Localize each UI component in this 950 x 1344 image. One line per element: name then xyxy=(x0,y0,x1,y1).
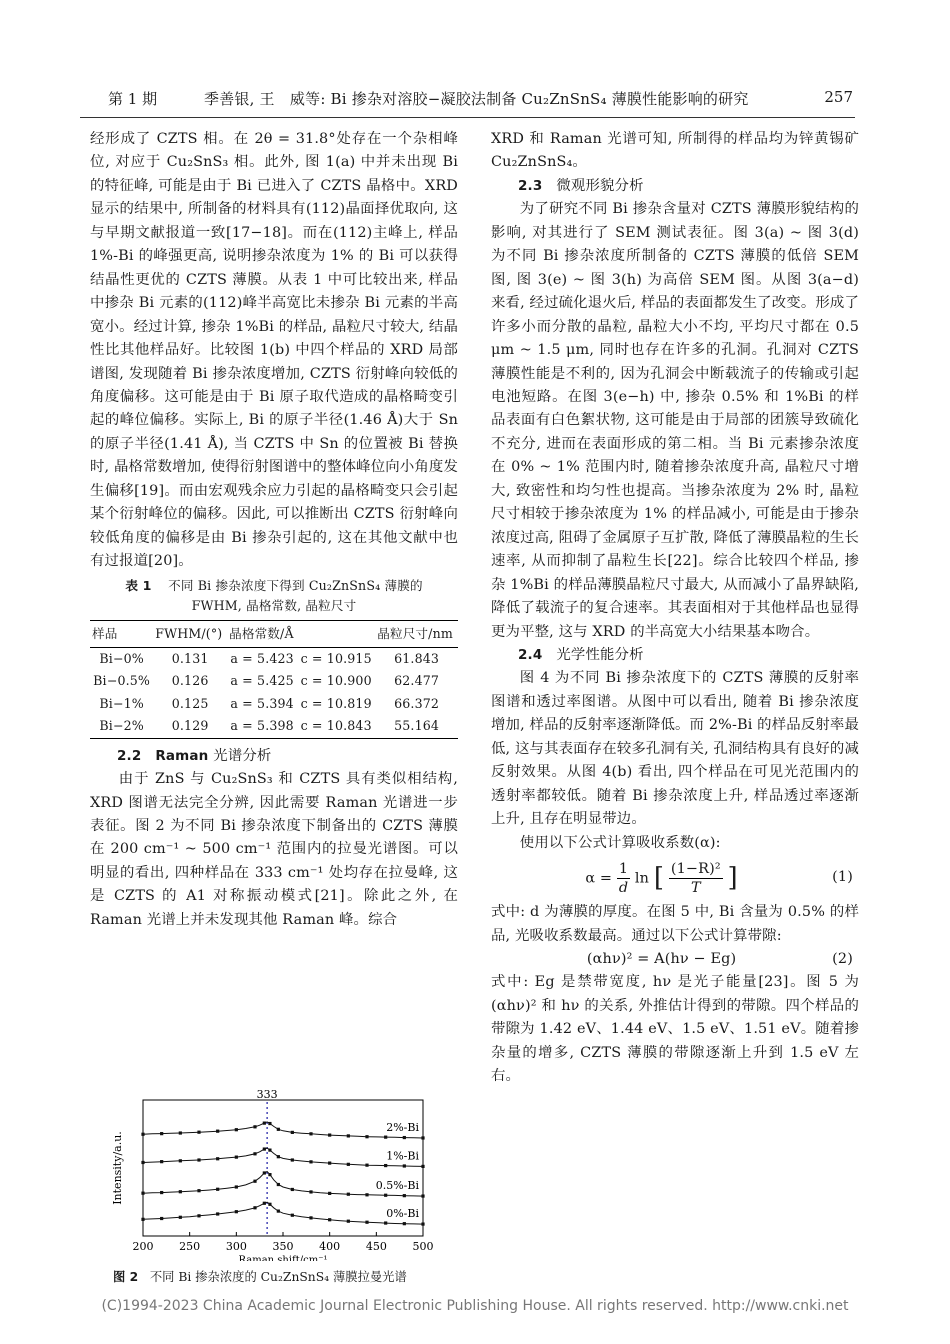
equation-2 xyxy=(491,948,859,971)
data-point xyxy=(365,1164,368,1167)
table-header: 晶粒尺寸/nm xyxy=(375,620,458,647)
data-point xyxy=(403,1222,406,1225)
section-number: 2.2 xyxy=(117,747,142,764)
table-cell: 0.129 xyxy=(153,715,227,738)
data-point xyxy=(328,1192,331,1195)
eq-ln: ln xyxy=(634,870,650,887)
equation-tag: (1) xyxy=(832,869,853,886)
data-point xyxy=(365,1221,368,1224)
table-header: 晶格常数/Å xyxy=(227,620,375,647)
data-point xyxy=(179,1131,182,1134)
data-point xyxy=(179,1216,182,1219)
data-point xyxy=(253,1180,256,1183)
table-row xyxy=(90,693,458,716)
data-point xyxy=(421,1165,424,1168)
header-rule xyxy=(80,117,855,118)
series-label: 0.5%-Bi xyxy=(375,1179,419,1193)
table-caption xyxy=(90,576,458,616)
data-point xyxy=(309,1160,312,1163)
table-cell: c = 10.915 xyxy=(300,650,372,666)
data-point xyxy=(403,1194,406,1197)
data-point xyxy=(268,1122,271,1125)
table-header: 样品 xyxy=(90,620,153,647)
data-point xyxy=(403,1136,406,1139)
right-column xyxy=(491,128,859,1089)
data-point xyxy=(268,1203,271,1206)
data-point xyxy=(328,1161,331,1164)
data-point xyxy=(263,1171,266,1174)
paragraph: 为了研究不同 Bi 掺杂含量对 CZTS 薄膜形貌结构的影响, 对其进行了 SEM 测试表征。图 3(a) ~ 图 3(d) 为不同 Bi 掺杂浓度所制备的 CZTS 薄膜的低倍 SEM 图, 图 3(e) ~ 图 3(h) 为高倍 SEM 图。从图 3(a−d) 来看, 经过硫化退火后, 样品的表面都发生了改变。形成了许多小而分散的晶粒, 晶粒大小不均, 平均尺寸都在 0.5 μm ~ 1.5 μm, 同时也存在许多的孔洞。孔洞对 CZTS 薄膜性能是不利的, 因为孔洞会中断载流子的传输或引起电池短路。在图 3(e−h) 中, 掺杂 0.5% 和 1%Bi 的样品表面有白色絮状物, 这可能是由于局部的团簇导致硫化不充分, 进而在表面形成的第二相。当 Bi 元素掺杂浓度在 0% ~ 1% 范围内时, 随着掺杂浓度升高, 晶粒尺寸增大, 致密性和均匀性也提高。当掺杂浓度为 2% 时, 晶粒尺寸相较于掺杂浓度为 1% 的样品减小, 可能是由于掺杂浓度过高, 阻碍了金属原子互扩散, 降低了薄膜晶粒的生长速率, 从而抑制了晶粒生长[22]。综合比较四个样品, 掺杂 1%Bi 的样品薄膜晶粒尺寸最大, 从而减小了晶界缺陷, 降低了载流子的复合速率。其表面相对于其他样品也显得更为平整, 这与 XRD 的半高宽大小结果基本吻合。 xyxy=(491,201,859,640)
section-title: 光谱分析 xyxy=(213,747,272,764)
series-line xyxy=(143,1148,423,1166)
x-tick-label: 400 xyxy=(319,1240,341,1253)
data-point xyxy=(235,1156,238,1159)
table-cell: Bi−0% xyxy=(99,650,144,666)
table-cell: 61.843 xyxy=(394,650,440,666)
data-point xyxy=(291,1214,294,1217)
data-point xyxy=(347,1193,350,1196)
table-row xyxy=(90,715,458,738)
table-cell: 62.477 xyxy=(394,673,440,689)
running-title: 季善银, 王 威等: Bi 掺杂对溶胶−凝胶法制备 Cu₂ZnSnS₄ 薄膜性能影响的研究 xyxy=(204,90,749,108)
table-cell: c = 10.819 xyxy=(300,695,372,711)
data-table xyxy=(90,620,458,739)
equation-body: α = $\frac{1}{d}$ ln [ $\frac{\text{(1−R)²}}{T}$ ] xyxy=(585,860,738,896)
table-cell: a = 5.398 xyxy=(227,715,297,738)
data-point xyxy=(141,1192,144,1195)
data-point xyxy=(403,1164,406,1167)
equation-1 xyxy=(491,855,859,901)
section-title-bold: Raman xyxy=(155,747,209,764)
series-line xyxy=(143,1202,423,1224)
data-point xyxy=(384,1194,387,1197)
data-point xyxy=(291,1188,294,1191)
data-point xyxy=(268,1149,271,1152)
data-point xyxy=(328,1218,331,1221)
section-title: 光学性能分析 xyxy=(556,646,644,663)
table-cell: 0.131 xyxy=(171,650,209,666)
figure-caption xyxy=(113,1267,437,1287)
data-point xyxy=(160,1191,163,1194)
data-point xyxy=(197,1189,200,1192)
equation-tag: (2) xyxy=(832,950,853,967)
data-point xyxy=(216,1212,219,1215)
data-point xyxy=(384,1221,387,1224)
equation-body: (αhν)² = A(hν − Eg) xyxy=(586,950,737,967)
page-number: 257 xyxy=(824,88,853,106)
y-axis-label: Intensity/a.u. xyxy=(111,1131,124,1205)
data-point xyxy=(141,1133,144,1136)
section-heading-2-4 xyxy=(491,644,859,667)
series-label: 0%-Bi xyxy=(386,1207,419,1221)
paragraph: 式中: Eg 是禁带宽度, hν 是光子能量[23]。图 5 为 (αhν)² 和 hν 的关系, 外推估计得到的带隙。四个样品的带隙为 1.42 eV、1.44 eV、1.5 eV、1.51 eV。随着掺杂量的增多, CZTS 薄膜的带隙逐渐上升到 1.5 eV 左右。 xyxy=(491,974,859,1085)
data-point xyxy=(309,1190,312,1193)
data-point xyxy=(365,1135,368,1138)
table-cell: 55.164 xyxy=(375,715,458,738)
paragraph: 式中: d 为薄膜的厚度。在图 5 中, Bi 含量为 0.5% 的样品, 光吸收系数最高。通过以下公式计算带隙: xyxy=(491,904,859,944)
table-cell: Bi−1% xyxy=(99,695,144,711)
data-point xyxy=(421,1222,424,1225)
section-heading-2-2 xyxy=(90,745,458,768)
data-point xyxy=(179,1190,182,1193)
data-point xyxy=(253,1125,256,1128)
x-tick-label: 250 xyxy=(179,1240,201,1253)
data-point xyxy=(277,1128,280,1131)
fraction: $\frac{1}{d}$ xyxy=(618,860,629,896)
data-point xyxy=(421,1194,424,1197)
table-caption-line2: FWHM, 晶格常数, 晶粒尺寸 xyxy=(191,597,357,613)
table-header: FWHM/(°) xyxy=(153,620,227,647)
data-point xyxy=(160,1132,163,1135)
table-cell: 0.126 xyxy=(171,673,209,689)
data-point xyxy=(141,1218,144,1221)
section-heading-2-3 xyxy=(491,175,859,198)
table-cell: 0.125 xyxy=(171,695,209,711)
table-cell: Bi−2% xyxy=(90,715,153,738)
data-point xyxy=(291,1158,294,1161)
table-cell: a = 5.394 xyxy=(230,695,294,711)
data-point xyxy=(328,1133,331,1136)
data-point xyxy=(347,1220,350,1223)
data-point xyxy=(160,1217,163,1220)
data-point xyxy=(309,1216,312,1219)
data-point xyxy=(235,1210,238,1213)
data-point xyxy=(347,1134,350,1137)
x-tick-label: 200 xyxy=(132,1240,154,1253)
data-point xyxy=(384,1136,387,1139)
section-number: 2.4 xyxy=(518,646,543,663)
x-axis-label: Raman shift/cm⁻¹ xyxy=(238,1255,328,1261)
plot-frame xyxy=(143,1100,423,1236)
table-row xyxy=(90,670,458,693)
data-point xyxy=(179,1159,182,1162)
table-cell: Bi−0.5% xyxy=(93,673,151,689)
data-point xyxy=(365,1193,368,1196)
series-label: 2%-Bi xyxy=(386,1120,419,1134)
table-caption-line1: 不同 Bi 掺杂浓度下得到 Cu₂ZnSnS₄ 薄膜的 xyxy=(168,577,423,593)
peak-label: 333 xyxy=(256,1088,278,1101)
copyright-footer: (C)1994-2023 China Academic Journal Electronic Publishing House. All rights reserved. http://www.cnki.net xyxy=(101,1298,849,1314)
paragraph: 经形成了 CZTS 相。在 2θ = 31.8°处存在一个杂相峰位, 对应于 Cu₂SnS₃ 相。此外, 图 1(a) 中并未出现 Bi 的特征峰, 可能是由于 Bi 已进入了 CZTS 晶格中。XRD 显示的结果中, 所制备的材料具有(112)晶面择优取向, 这与早期文献报道一致[17−18]。而在(112)主峰上, 样品 1%-Bi 的峰强更高, 说明掺杂浓度为 1% 的 Bi 可以获得结晶性更优的 CZTS 薄膜。从表 1 中可比较出来, 样品中掺杂 Bi 元素的(112)峰半高宽比未掺杂 Bi 元素的半高宽小。经过计算, 掺杂 1%Bi 的样品, 晶粒尺寸较大, 结晶性比其他样品好。比较图 1(b) 中四个样品的 XRD 局部谱图, 发现随着 Bi 掺杂浓度增加, CZTS 衍射峰向较低的角度偏移。这可能是由于 Bi 原子取代造成的晶格畸变引起的峰位偏移。实际上, Bi 的原子半径(1.46 Å)大于 Sn 的原子半径(1.41 Å), 当 CZTS 中 Sn 的位置被 Bi 替换时, 晶格常数增加, 使得衍射图谱中的整体峰位向小角度发生偏移[19]。而由宏观残余应力引起的晶格畸变只会引起某个衍射峰位的偏移。因此, 可以推断出 CZTS 衍射峰向较低角度的偏移是由 Bi 掺杂引起的, 这在其他文献中也有过报道[20]。 xyxy=(90,131,458,570)
data-point xyxy=(384,1164,387,1167)
running-header xyxy=(108,88,853,112)
table-cell: a = 5.423 xyxy=(230,650,294,666)
paragraph: XRD 和 Raman 光谱可知, 所制得的样品均为锌黄锡矿 Cu₂ZnSnS₄。 xyxy=(491,131,859,171)
figure-2 xyxy=(107,1086,437,1287)
data-point xyxy=(347,1163,350,1166)
eq-lhs: α = xyxy=(585,870,613,887)
data-point xyxy=(235,1128,238,1131)
data-point xyxy=(141,1161,144,1164)
data-point xyxy=(263,1122,266,1125)
figure-caption-text: 不同 Bi 掺杂浓度的 Cu₂ZnSnS₄ 薄膜拉曼光谱 xyxy=(149,1270,407,1284)
data-point xyxy=(263,1202,266,1205)
x-tick-label: 300 xyxy=(225,1240,247,1253)
data-point xyxy=(263,1147,266,1150)
paragraph: 图 4 为不同 Bi 掺杂浓度下的 CZTS 薄膜的反射率图谱和透过率图谱。从图中可以看出, 随着 Bi 掺杂浓度增加, 样品的反射率逐渐降低。而 2%-Bi 的样品反射率最低, 这与其表面存在较多孔洞有关, 孔洞结构具有良好的减反射效果。从图 4(b) 看出, 四个样品在可见光范围内的透射率都较低。随着 Bi 掺杂浓度上升, 样品透过率逐渐上升, 且存在明显带边。 xyxy=(491,670,859,828)
x-tick-label: 350 xyxy=(272,1240,294,1253)
left-column xyxy=(90,128,458,932)
x-tick-label: 450 xyxy=(365,1240,387,1253)
data-point xyxy=(197,1131,200,1134)
data-point xyxy=(309,1132,312,1135)
fraction: $\frac{\text{(1−R)²}}{T}$ xyxy=(670,860,721,896)
data-point xyxy=(216,1157,219,1160)
series-line xyxy=(143,1122,423,1138)
table-row xyxy=(90,647,458,670)
data-point xyxy=(253,1152,256,1155)
paragraph: 由于 ZnS 与 Cu₂SnS₃ 和 CZTS 具有类似相结构, XRD 图谱无法完全分辨, 因此需要 Raman 光谱进一步表征。图 2 为不同 Bi 掺杂浓度下制备出的 CZTS 薄膜在 200 cm⁻¹ ~ 500 cm⁻¹ 范围内的拉曼光谱图。可以明显的看出, 四种样品在 333 cm⁻¹ 处均存在拉曼峰, 这是 CZTS 的 A1 对称振动模式[21]。除此之外, 在 Raman 光谱上并未发现其他 Raman 峰。综合 xyxy=(90,771,458,928)
data-point xyxy=(197,1158,200,1161)
data-point xyxy=(216,1130,219,1133)
data-point xyxy=(216,1188,219,1191)
data-point xyxy=(291,1131,294,1134)
data-point xyxy=(277,1155,280,1158)
table-cell: c = 10.900 xyxy=(300,673,372,689)
section-number: 2.3 xyxy=(518,177,543,194)
section-title: 微观形貌分析 xyxy=(556,177,644,194)
data-point xyxy=(160,1160,163,1163)
data-point xyxy=(253,1206,256,1209)
issue-number: 第 1 期 xyxy=(108,90,158,108)
data-point xyxy=(277,1183,280,1186)
data-point xyxy=(235,1185,238,1188)
data-point xyxy=(277,1209,280,1212)
x-tick-label: 500 xyxy=(412,1240,434,1253)
data-point xyxy=(421,1136,424,1139)
table-label: 表 1 xyxy=(125,577,152,593)
data-point xyxy=(268,1173,271,1176)
data-point xyxy=(197,1214,200,1217)
paragraph: 使用以下公式计算吸收系数(α): xyxy=(519,834,721,851)
series-label: 1%-Bi xyxy=(386,1149,419,1163)
table-cell: c = 10.843 xyxy=(297,715,375,738)
table-cell: a = 5.425 xyxy=(230,673,294,689)
figure-label: 图 2 xyxy=(113,1270,139,1284)
raman-chart xyxy=(107,1086,437,1261)
table-cell: 66.372 xyxy=(394,695,440,711)
